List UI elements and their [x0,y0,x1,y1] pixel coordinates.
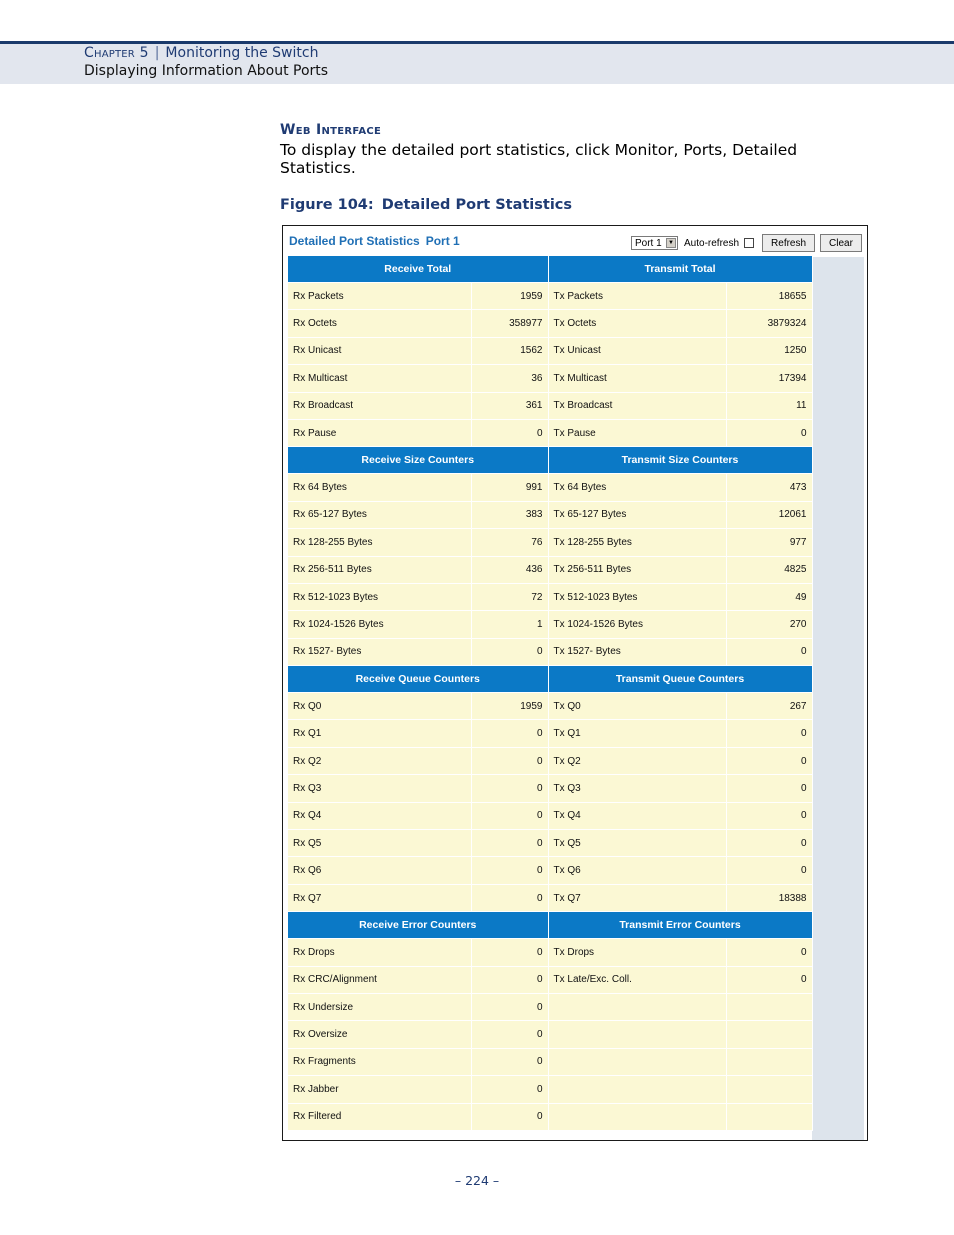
rx-counter-value: 0 [471,857,548,884]
tx-counter-label: Tx Q5 [548,830,726,857]
rx-counter-label: Rx Q6 [288,857,471,884]
tx-counter-label: Tx Q4 [548,802,726,829]
stats-table [288,256,813,1131]
table-row [288,747,812,774]
rx-counter-value: 0 [471,802,548,829]
auto-refresh-checkbox[interactable] [744,238,754,248]
port-select-value: Port 1 [635,237,662,249]
rx-counter-value: 0 [471,966,548,993]
table-row [288,611,812,638]
chapter-label: Chapter 5 [84,45,149,61]
table-row [288,993,812,1020]
table-row [288,1048,812,1075]
rx-counter-label: Rx Multicast [288,365,471,392]
tx-counter-value: 0 [726,939,812,966]
rx-counter-value: 0 [471,720,548,747]
tx-counter-value [726,1021,812,1048]
tx-counter-label [548,993,726,1020]
table-row [288,1103,812,1130]
rx-counter-value: 1 [471,611,548,638]
tx-counter-value [726,1076,812,1103]
rx-counter-label: Rx Q2 [288,747,471,774]
tx-counter-label: Tx Q2 [548,747,726,774]
tx-counter-label: Tx 1527- Bytes [548,638,726,665]
tx-counter-value: 0 [726,802,812,829]
rx-counter-value: 358977 [471,310,548,337]
rx-section-header: Receive Queue Counters [288,666,548,693]
rx-counter-label: Rx 64 Bytes [288,474,471,501]
tx-counter-label: Tx Multicast [548,365,726,392]
tx-counter-value: 4825 [726,556,812,583]
figure-caption [280,197,572,213]
table-row [288,474,812,501]
rx-counter-value: 0 [471,1048,548,1075]
tx-counter-value: 1250 [726,337,812,364]
rx-counter-label: Rx Fragments [288,1048,471,1075]
rx-counter-label: Rx Q5 [288,830,471,857]
chapter-subtitle: Displaying Information About Ports [84,63,329,79]
tx-counter-value: 49 [726,583,812,610]
table-row [288,1021,812,1048]
tx-counter-label: Tx 64 Bytes [548,474,726,501]
rx-counter-label: Rx Unicast [288,337,471,364]
rx-counter-value: 0 [471,939,548,966]
tx-section-header: Transmit Size Counters [548,447,812,474]
table-row [288,556,812,583]
tx-counter-value [726,1103,812,1130]
tx-counter-label: Tx Broadcast [548,392,726,419]
tx-counter-label: Tx Packets [548,283,726,310]
tx-counter-label: Tx 1024-1526 Bytes [548,611,726,638]
tx-counter-value: 0 [726,966,812,993]
tx-counter-value: 270 [726,611,812,638]
table-row [288,830,812,857]
tx-counter-value: 0 [726,638,812,665]
rx-counter-label: Rx 256-511 Bytes [288,556,471,583]
table-row [288,310,812,337]
table-row [288,857,812,884]
rx-counter-label: Rx Q4 [288,802,471,829]
rx-counter-label: Rx 65-127 Bytes [288,501,471,528]
tx-counter-label: Tx Q6 [548,857,726,884]
rx-counter-label: Rx Q0 [288,693,471,720]
table-row [288,939,812,966]
chapter-heading [84,45,318,61]
rx-counter-label: Rx Q1 [288,720,471,747]
clear-button[interactable]: Clear [820,234,862,252]
tx-counter-value: 3879324 [726,310,812,337]
section-header-row [288,447,812,474]
stats-title-text: Detailed Port Statistics [289,234,420,248]
table-row [288,638,812,665]
tx-counter-value: 11 [726,392,812,419]
tx-section-header: Transmit Total [548,256,812,283]
tx-counter-label: Tx Octets [548,310,726,337]
tx-counter-value: 267 [726,693,812,720]
table-row [288,802,812,829]
tx-counter-label [548,1021,726,1048]
rx-counter-label: Rx 128-255 Bytes [288,529,471,556]
tx-counter-value: 12061 [726,501,812,528]
stats-toolbar [631,234,862,252]
table-row [288,365,812,392]
rx-counter-value: 0 [471,884,548,911]
tx-counter-value [726,993,812,1020]
tx-counter-value: 18655 [726,283,812,310]
table-row [288,283,812,310]
tx-counter-value: 0 [726,747,812,774]
tx-counter-label: Tx 128-255 Bytes [548,529,726,556]
rx-counter-label: Rx Jabber [288,1076,471,1103]
tx-counter-label: Tx 65-127 Bytes [548,501,726,528]
screenshot-background-panel [812,257,864,1140]
tx-counter-label: Tx Late/Exc. Coll. [548,966,726,993]
tx-section-header: Transmit Queue Counters [548,666,812,693]
rx-counter-label: Rx 1024-1526 Bytes [288,611,471,638]
rx-counter-value: 1562 [471,337,548,364]
tx-counter-label: Tx Q7 [548,884,726,911]
figure-title: Detailed Port Statistics [381,197,573,213]
tx-counter-value: 0 [726,857,812,884]
tx-counter-value: 0 [726,775,812,802]
rx-counter-value: 0 [471,830,548,857]
rx-counter-label: Rx 1527- Bytes [288,638,471,665]
rx-counter-value: 0 [471,1076,548,1103]
table-row [288,419,812,446]
table-row [288,775,812,802]
stats-port-label: Port 1 [425,234,460,248]
tx-counter-label: Tx 512-1023 Bytes [548,583,726,610]
tx-counter-value: 473 [726,474,812,501]
rx-section-header: Receive Size Counters [288,447,548,474]
section-header-row [288,666,812,693]
rx-counter-value: 0 [471,638,548,665]
rx-counter-value: 0 [471,747,548,774]
table-row [288,529,812,556]
table-row [288,501,812,528]
tx-counter-value: 977 [726,529,812,556]
tx-counter-value: 17394 [726,365,812,392]
chevron-down-icon[interactable]: ▼ [666,238,676,248]
tx-counter-label: Tx Pause [548,419,726,446]
rx-counter-value: 1959 [471,283,548,310]
rx-counter-value: 0 [471,1103,548,1130]
rx-counter-label: Rx Q3 [288,775,471,802]
table-row [288,392,812,419]
tx-section-header: Transmit Error Counters [548,912,812,939]
rx-counter-value: 361 [471,392,548,419]
section-header-row [288,912,812,939]
rx-counter-label: Rx Packets [288,283,471,310]
table-row [288,1076,812,1103]
table-row [288,693,812,720]
rx-counter-value: 0 [471,419,548,446]
tx-counter-value [726,1048,812,1075]
table-row [288,966,812,993]
tx-counter-label [548,1048,726,1075]
rx-section-header: Receive Total [288,256,548,283]
tx-counter-label [548,1076,726,1103]
tx-counter-label: Tx 256-511 Bytes [548,556,726,583]
rx-counter-value: 72 [471,583,548,610]
rx-counter-value: 383 [471,501,548,528]
table-row [288,720,812,747]
table-row [288,337,812,364]
rx-counter-value: 436 [471,556,548,583]
rx-counter-label: Rx Broadcast [288,392,471,419]
section-body: To display the detailed port statistics, click Monitor, Ports, Detailed Statistics. [280,141,798,177]
refresh-button[interactable]: Refresh [762,234,815,252]
stats-page-title [289,234,460,248]
screenshot-frame [282,225,868,1141]
rx-counter-value: 76 [471,529,548,556]
auto-refresh-label: Auto-refresh [684,237,740,249]
tx-counter-label [548,1103,726,1130]
tx-counter-label: Tx Drops [548,939,726,966]
tx-counter-value: 0 [726,720,812,747]
rx-counter-value: 36 [471,365,548,392]
section-title: Web Interface [280,122,382,138]
tx-counter-value: 18388 [726,884,812,911]
port-select[interactable] [631,236,678,250]
rx-counter-value: 0 [471,1021,548,1048]
tx-counter-label: Tx Q0 [548,693,726,720]
rx-counter-value: 0 [471,993,548,1020]
rx-counter-label: Rx Q7 [288,884,471,911]
page-number: – 224 – [454,1173,500,1188]
rx-counter-label: Rx CRC/Alignment [288,966,471,993]
figure-number: Figure 104: [280,197,374,213]
rx-counter-value: 0 [471,775,548,802]
rx-counter-value: 991 [471,474,548,501]
tx-counter-label: Tx Q1 [548,720,726,747]
rx-counter-label: Rx Undersize [288,993,471,1020]
table-row [288,583,812,610]
rx-counter-label: Rx Filtered [288,1103,471,1130]
rx-section-header: Receive Error Counters [288,912,548,939]
section-header-row [288,256,812,283]
rx-counter-label: Rx Octets [288,310,471,337]
rx-counter-label: Rx 512-1023 Bytes [288,583,471,610]
tx-counter-value: 0 [726,830,812,857]
table-row [288,884,812,911]
tx-counter-value: 0 [726,419,812,446]
tx-counter-label: Tx Unicast [548,337,726,364]
tx-counter-label: Tx Q3 [548,775,726,802]
rx-counter-value: 1959 [471,693,548,720]
chapter-separator: | [154,45,160,61]
rx-counter-label: Rx Oversize [288,1021,471,1048]
rx-counter-label: Rx Drops [288,939,471,966]
chapter-title: Monitoring the Switch [165,45,319,61]
rx-counter-label: Rx Pause [288,419,471,446]
